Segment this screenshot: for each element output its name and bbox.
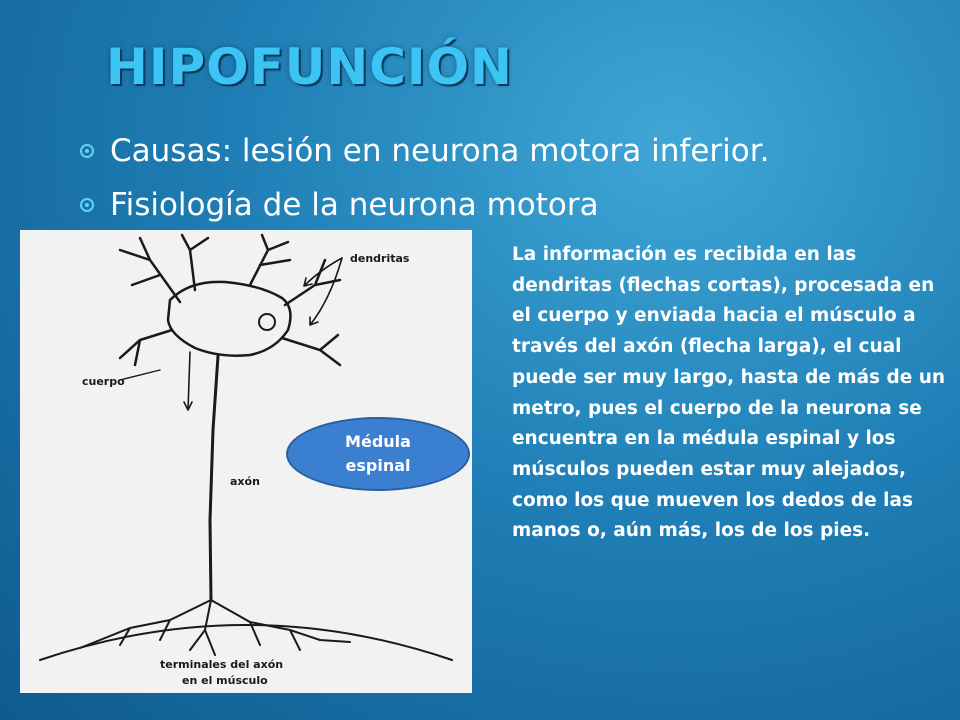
- callout-line-2: espinal: [345, 456, 411, 475]
- medula-espinal-callout: [286, 417, 470, 491]
- label-axon: axón: [230, 475, 260, 488]
- bullet-icon: [80, 198, 94, 212]
- dendrite: [120, 330, 172, 365]
- bullet-item: [80, 124, 769, 178]
- label-terminales-2: en el músculo: [182, 674, 268, 687]
- dendrite: [285, 260, 340, 305]
- bullet-text: Fisiología de la neurona motora: [110, 187, 599, 223]
- nucleus: [259, 314, 275, 330]
- dendrite: [282, 335, 340, 365]
- slide-title: HIPOFUNCIÓN: [106, 38, 513, 96]
- label-dendritas: dendritas: [350, 252, 410, 265]
- bullet-text: Causas: lesión en neurona motora inferior.: [110, 133, 770, 169]
- cuerpo-pointer: [120, 370, 160, 380]
- dendrite: [120, 238, 180, 302]
- muscle-line: [40, 625, 452, 660]
- bullet-item: [80, 178, 769, 232]
- axon: [210, 356, 218, 600]
- bullet-icon: [80, 144, 94, 158]
- label-cuerpo: cuerpo: [82, 375, 125, 388]
- label-terminales-1: terminales del axón: [160, 658, 284, 671]
- bullet-list: [80, 124, 769, 232]
- dendrite: [250, 235, 290, 285]
- axon-arrow: [184, 352, 192, 410]
- description-text: La información es recibida en las dendritas (flechas cortas), procesada en el cuerpo y enviada hacia el músculo a través del axón (flecha larga), el cual puede ser muy largo, hasta de más de un metro, pues el cuerpo de la neurona se encuentra en la médula espinal y los músculos pueden estar muy alejados, como los que mueven los dedos de las manos o, aún más, los de los pies.: [512, 244, 946, 542]
- cell-body: [168, 282, 290, 356]
- callout-line-1: Médula: [345, 432, 411, 451]
